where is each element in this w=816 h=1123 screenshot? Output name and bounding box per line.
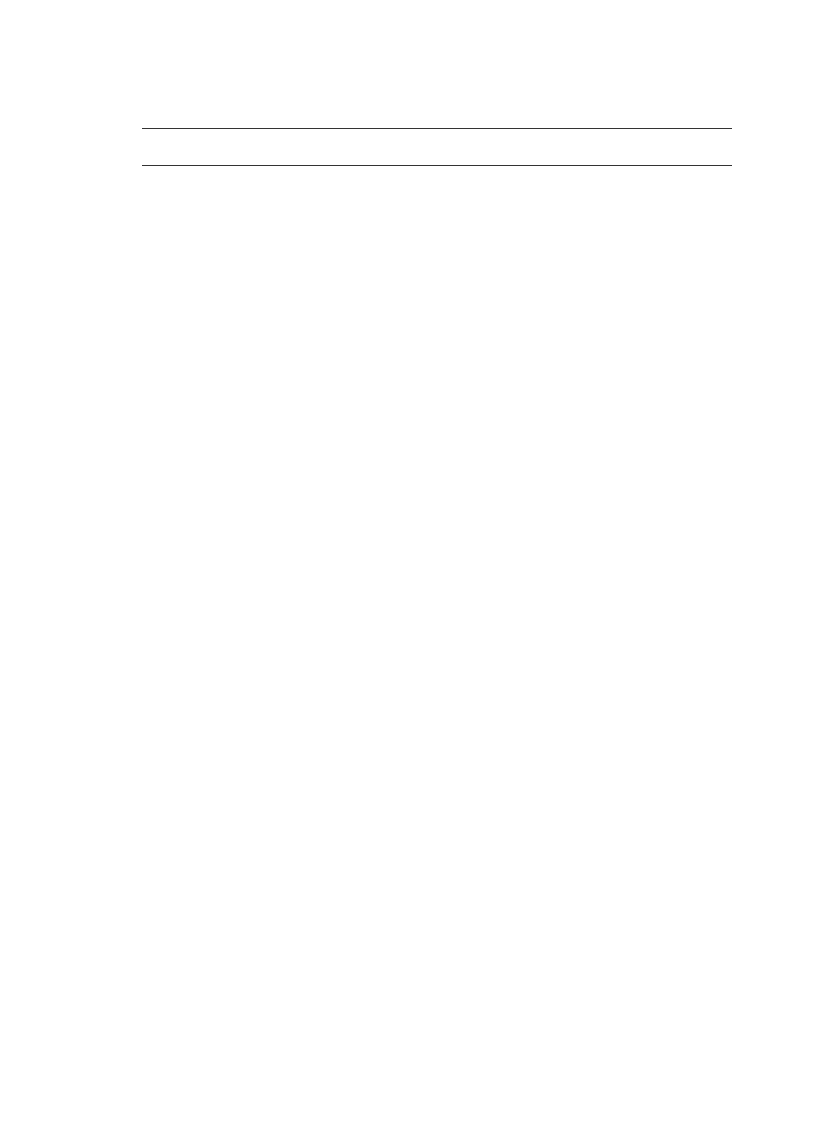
- table-bottom-rule: [142, 165, 732, 166]
- table-header-row: [142, 129, 732, 165]
- production-table: [142, 129, 732, 165]
- production-table-container: [142, 128, 732, 166]
- header-province: [142, 129, 235, 165]
